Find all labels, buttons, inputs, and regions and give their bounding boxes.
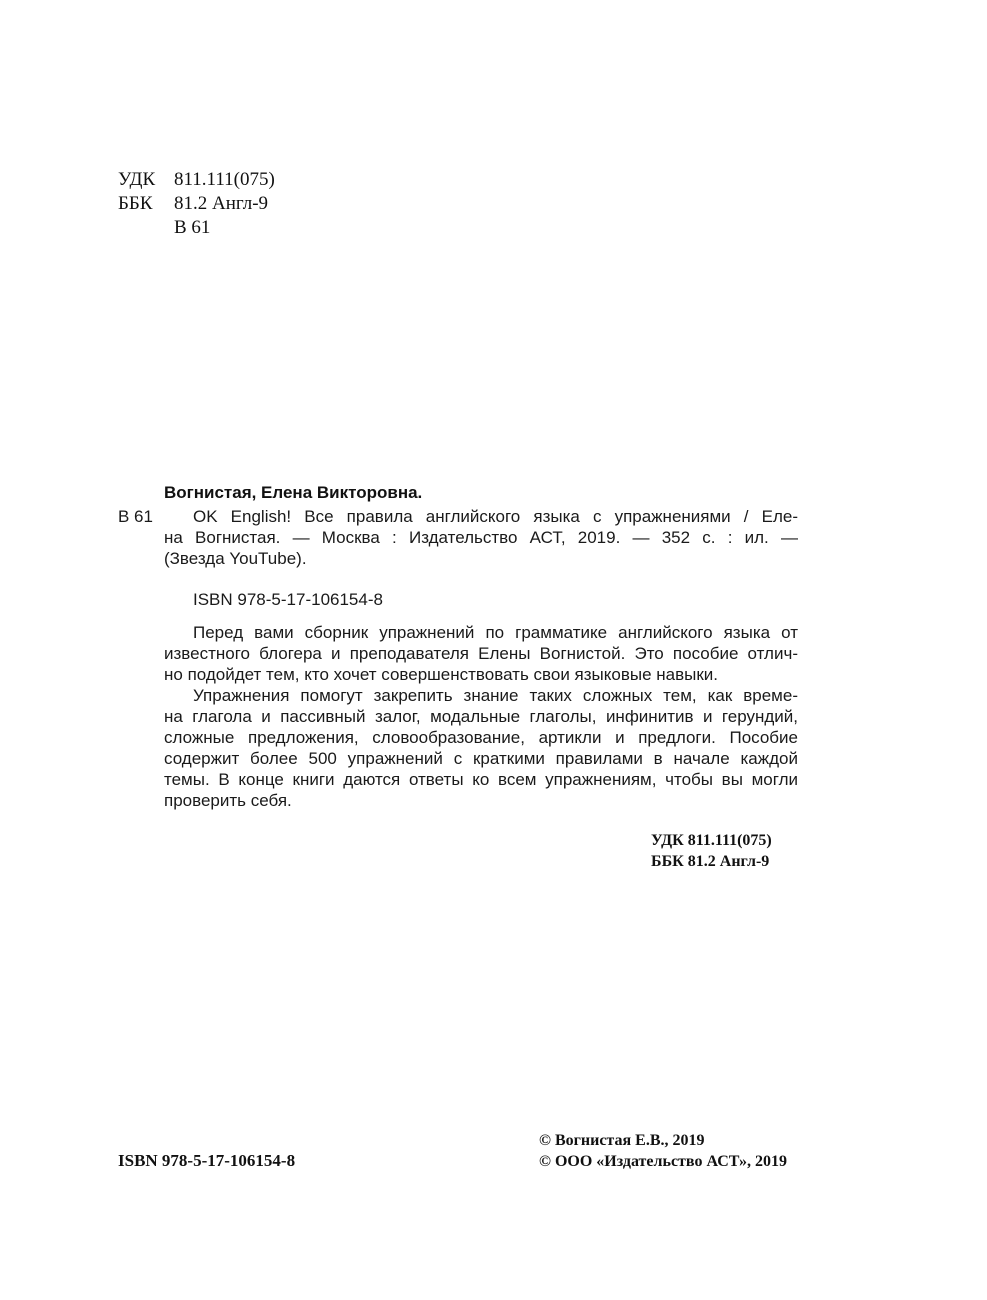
isbn-footer: ISBN 978-5-17-106154-8 xyxy=(118,1151,296,1170)
isbn-card: ISBN 978-5-17-106154-8 xyxy=(193,590,383,609)
bbk-label: ББК xyxy=(118,193,153,214)
annotation-line: сложные предложения, словообразование, артикли и предлоги. Пособие xyxy=(164,728,798,747)
bbk-bottom: ББК 81.2 Англ-9 xyxy=(651,853,770,870)
title-line: (Звезда YouTube). xyxy=(164,549,307,568)
copyright-author: © Вогнистая Е.В., 2019 xyxy=(539,1132,705,1149)
bbk-value: 81.2 Англ-9 xyxy=(174,193,269,214)
annotation-line: но подойдет тем, кто хочет совершенствовать свои языковые навыки. xyxy=(164,665,719,684)
annotation-line: Перед вами сборник упражнений по грамматике английского языка от xyxy=(193,623,798,642)
annotation-line: темы. В конце книги даются ответы ко всем упражнениям, чтобы вы могли xyxy=(164,770,798,789)
udk-bottom: УДК 811.111(075) xyxy=(651,832,772,849)
copyright-publisher: © ООО «Издательство АСТ», 2019 xyxy=(539,1153,788,1170)
udk-value: 811.111(075) xyxy=(174,169,275,190)
title-description xyxy=(164,506,798,569)
title-line: на Вогнистая. — Москва : Издательство АСТ, 2019. — 352 с. : ил. — xyxy=(164,528,798,547)
author-sign-top: В 61 xyxy=(174,217,211,238)
annotation-line: Упражнения помогут закрепить знание таких сложных тем, как време- xyxy=(193,686,798,705)
annotation-paragraph-1 xyxy=(164,622,798,685)
bbk-top xyxy=(118,192,268,215)
annotation-paragraph-2 xyxy=(164,685,798,811)
author-sign-card: В 61 xyxy=(118,507,153,526)
title-line: OK English! Все правила английского языка с упражнениями / Еле- xyxy=(193,507,798,526)
udk-top xyxy=(118,168,275,191)
udk-label: УДК xyxy=(118,169,156,190)
annotation-line: содержит более 500 упражнений с краткими правилами в начале каждой xyxy=(164,749,798,768)
annotation-line: известного блогера и преподавателя Елены Вогнистой. Это пособие отлич- xyxy=(164,644,798,663)
author-heading: Вогнистая, Елена Викторовна. xyxy=(164,483,423,502)
annotation-line: на глагола и пассивный залог, модальные глаголы, инфинитив и герундий, xyxy=(164,707,798,726)
annotation-line: проверить себя. xyxy=(164,791,292,810)
